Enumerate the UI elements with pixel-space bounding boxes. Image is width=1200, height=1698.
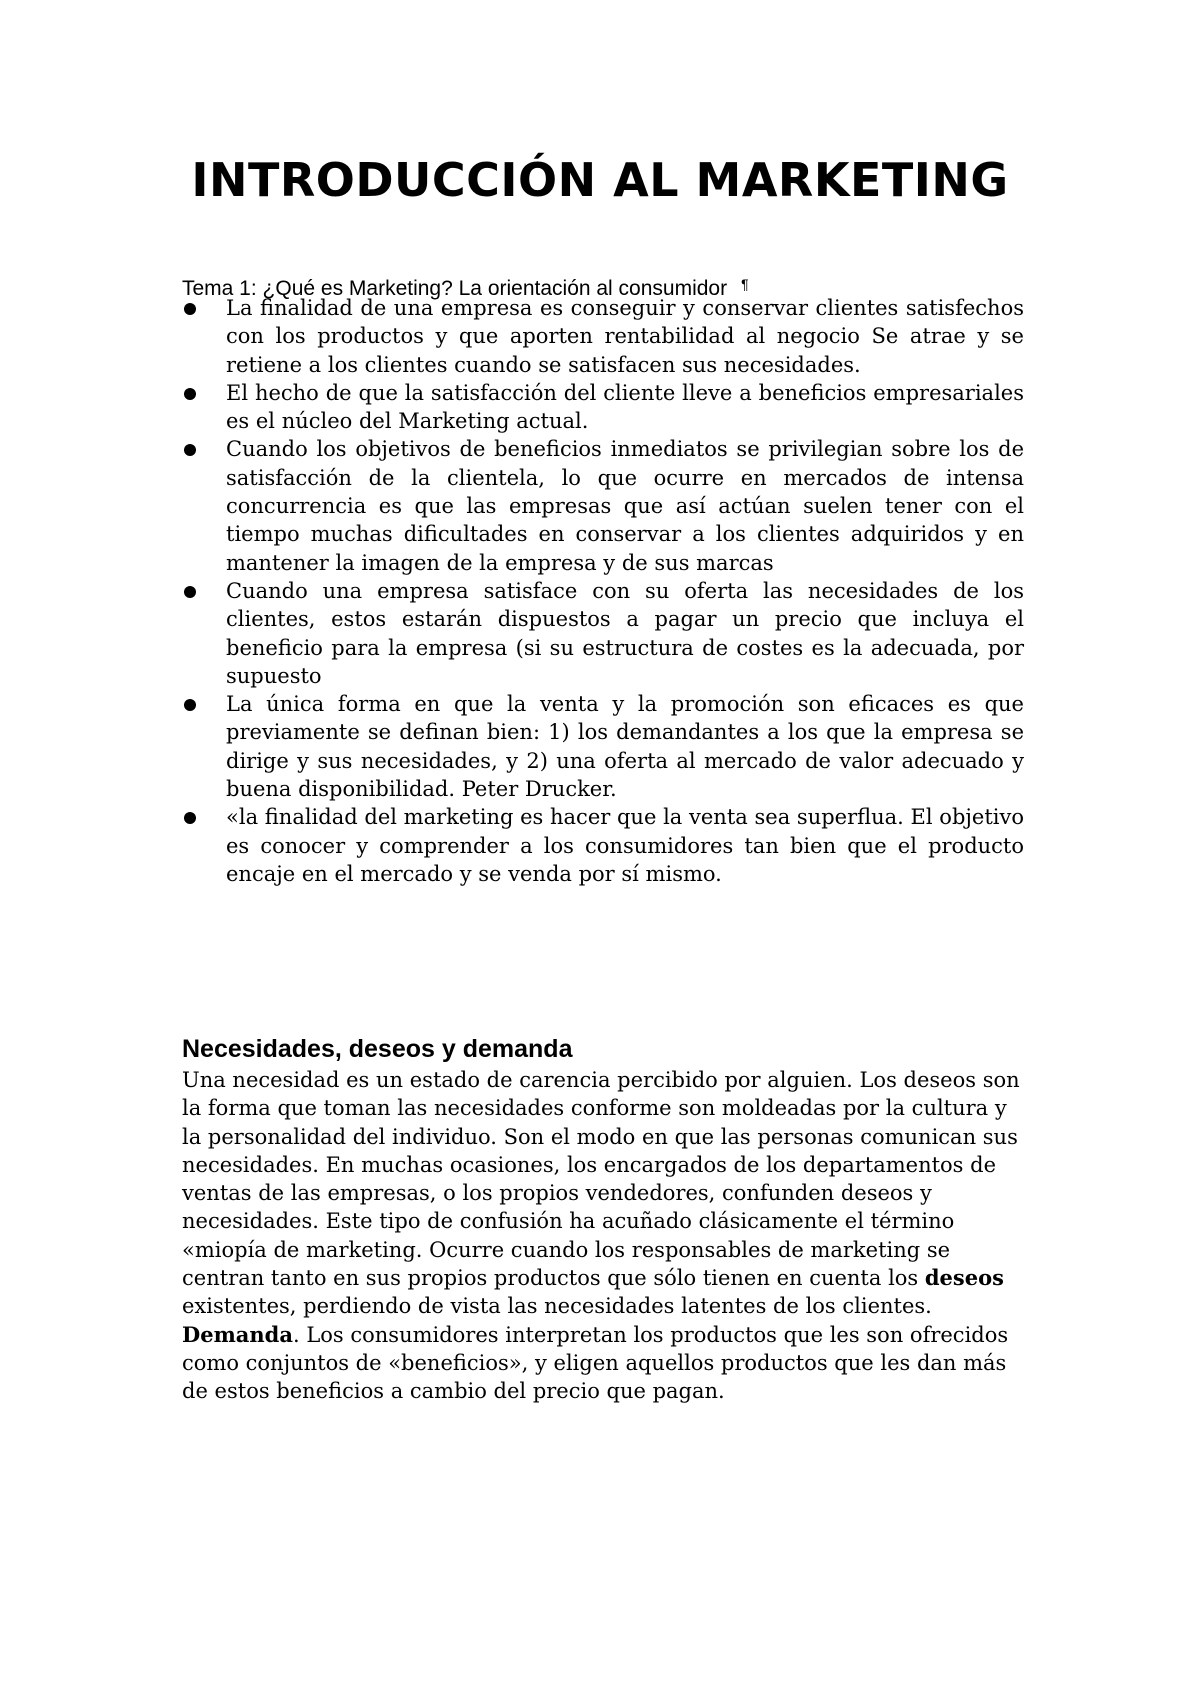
document-title: INTRODUCCIÓN AL MARKETING <box>191 153 1009 207</box>
list-item <box>182 577 1024 690</box>
list-item-text: Cuando los objetivos de beneficios inmediatos se privilegian sobre los de satisfacción de la clientela, lo que ocurre en mercados de intensa concurrencia es que las empresas que así actúan suelen tener con el tiempo muchas dificultades en conservar a los clientes adquiridos y en mantener la imagen de la empresa y de sus marcas <box>226 437 1024 575</box>
bullet-icon <box>184 444 196 456</box>
key-points-list <box>182 294 1024 888</box>
paragraph-text: Una necesidad es un estado de carencia percibido por alguien. Los deseos son la forma que toman las necesidades conforme son moldeadas por la cultura y la personalidad del individuo. Son el modo en que las personas comunican sus necesidades. En muchas ocasiones, los encargados de los departamentos de ventas de las empresas, o los propios vendedores, confunden deseos y necesidades. Este tipo de confusión ha acuñado clásicamente el término «miopía de marketing. Ocurre cuando los responsables de marketing se centran tanto en sus propios productos que sólo tienen en cuenta los <box>182 1068 1020 1291</box>
paragraph-text: existentes, perdiendo de vista las necesidades latentes de los clientes. <box>182 1294 932 1319</box>
list-item <box>182 690 1024 803</box>
list-item <box>182 379 1024 436</box>
needs-paragraph <box>182 1066 1024 1321</box>
topic-text: Tema 1: ¿Qué es Marketing? La orientación al consumidor <box>182 277 728 300</box>
section-heading: Necesidades, deseos y demanda <box>182 1035 573 1063</box>
list-item <box>182 435 1024 576</box>
bullet-icon <box>184 699 196 711</box>
list-item <box>182 294 1024 379</box>
paragraph-mark: ¶ <box>741 276 749 292</box>
list-item <box>182 803 1024 888</box>
bullet-icon <box>184 303 196 315</box>
list-item-text: «la finalidad del marketing es hacer que la venta sea superflua. El objetivo es conocer y comprender a los consumidores tan bien que el producto encaje en el mercado y se venda por sí mismo. <box>226 805 1024 886</box>
list-item-text: El hecho de que la satisfacción del cliente lleve a beneficios empresariales es el núcleo del Marketing actual. <box>226 380 1024 434</box>
list-item-text: La finalidad de una empresa es conseguir y conservar clientes satisfechos con los productos y que aporten rentabilidad al negocio Se atrae y se retiene a los clientes cuando se satisfacen sus necesidades. <box>226 296 1024 377</box>
list-item-text: Cuando una empresa satisface con su oferta las necesidades de los clientes, estos estarán dispuestos a pagar un precio que incluya el beneficio para la empresa (si su estructura de costes es la adecuada, por supuesto <box>226 578 1024 688</box>
demand-paragraph <box>182 1321 1024 1406</box>
bullet-icon <box>184 388 196 400</box>
bullet-icon <box>184 586 196 598</box>
list-item-text: La única forma en que la venta y la promoción son eficaces es que previamente se definan bien: 1) los demandantes a los que la empresa se dirige y sus necesidades, y 2) una oferta al mercado de valor adecuado y buena disponibilidad. Peter Drucker. <box>226 692 1024 802</box>
emphasis-demanda: Demanda <box>182 1321 293 1347</box>
paragraph-text: . Los consumidores interpretan los productos que les son ofrecidos como conjuntos de «beneficios», y eligen aquellos productos que les dan más de estos beneficios a cambio del precio que pagan. <box>182 1322 1009 1404</box>
section-body <box>182 1066 1024 1406</box>
emphasis-deseos: deseos <box>924 1265 1004 1291</box>
bullet-icon <box>184 812 196 824</box>
